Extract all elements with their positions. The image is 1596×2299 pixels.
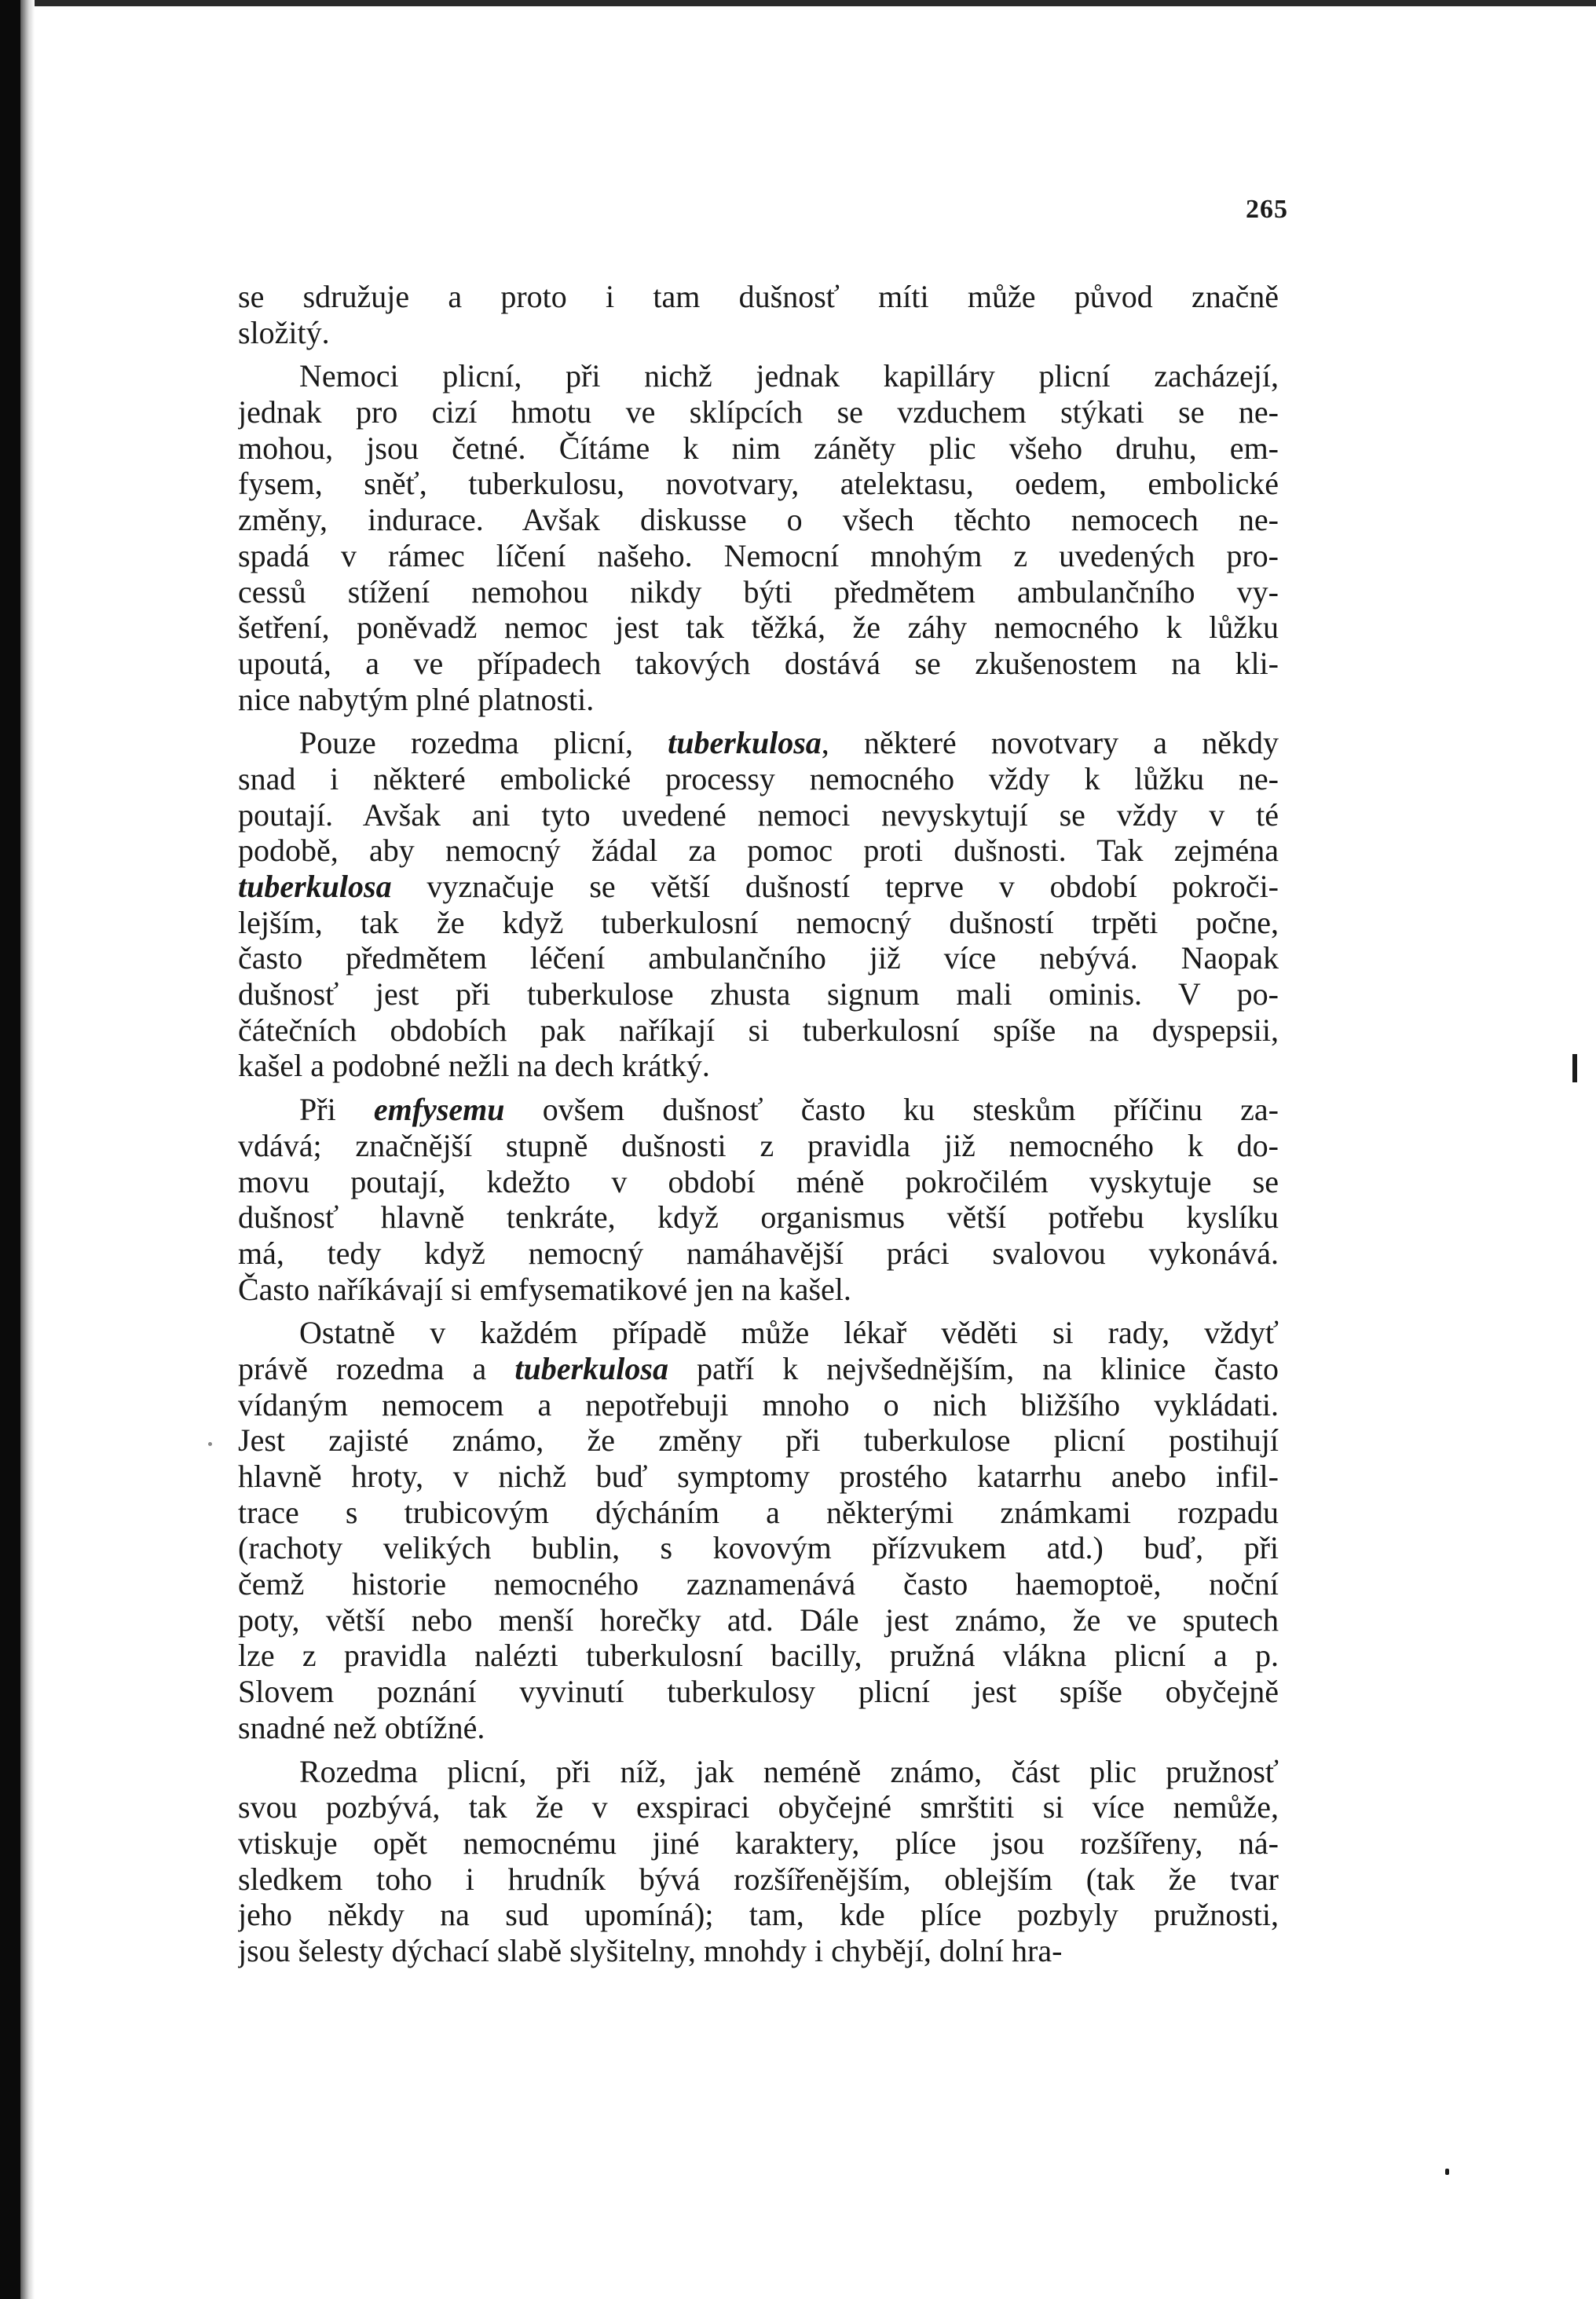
margin-mark xyxy=(1572,1054,1577,1082)
page-number: 265 xyxy=(1246,195,1288,224)
scan-edge-left xyxy=(0,0,20,2299)
text-line: spadá v rámec líčení našeho. Nemocní mnohým z uvedených pro- xyxy=(238,537,1279,573)
text-line: cessů stížení nemohou nikdy býti předmětem ambulančního vy- xyxy=(238,573,1279,610)
text-line: se sdružuje a proto i tam dušnosť míti může původ značně xyxy=(238,279,1279,314)
text-line: jeho někdy na sud upomíná); tam, kde plíce pozbyly pružnosti, xyxy=(238,1897,1279,1933)
text-line: Rozedma plicní, při níž, jak neméně známo, část plic pružnosť xyxy=(299,1753,1279,1789)
paragraph xyxy=(238,358,1279,717)
paragraph-gap xyxy=(238,717,1279,725)
text-line: často předmětem léčení ambulančního již více nebývá. Naopak xyxy=(238,940,1279,976)
text-line: Jest zajisté známo, že změny při tuberkulose plicní postihují xyxy=(238,1422,1279,1459)
text-line: kašel a podobné nežli na dech krátký. xyxy=(238,1048,710,1084)
text-line: Pouze rozedma plicní, tuberkulosa, některé novotvary a někdy xyxy=(299,725,1279,761)
paragraph xyxy=(238,279,1279,350)
text-line: složitý. xyxy=(238,314,330,350)
italic-term: tuberkulosa xyxy=(668,725,822,761)
text-line: poutají. Avšak ani tyto uvedené nemoci nevyskytují se vždy v té xyxy=(238,796,1279,833)
text-line: vídaným nemocem a nepotřebuji mnoho o nich bližšího vykládati. xyxy=(238,1386,1279,1422)
paragraph xyxy=(238,1754,1279,1969)
italic-term: tuberkulosa xyxy=(514,1350,668,1386)
paragraph xyxy=(238,725,1279,1084)
body-text xyxy=(238,279,1279,1969)
text-line: jsou šelesty dýchací slabě slyšitelny, mnohdy i chybějí, dolní hra- xyxy=(238,1932,1063,1968)
scan-edge-top xyxy=(0,0,1596,6)
text-line: trace s trubicovým dýcháním a některými známkami rozpadu xyxy=(238,1494,1279,1530)
text-line: lze z pravidla nalézti tuberkulosní bacilly, pružná vlákna plicní a p. xyxy=(238,1638,1279,1674)
text-line: tuberkulosa vyznačuje se větší dušností teprve v období pokroči- xyxy=(238,869,1279,904)
text-line: (rachoty velikých bublin, s kovovým přízvukem atd.) buď, při xyxy=(238,1530,1279,1566)
text-line: sledkem toho i hrudník bývá rozšířenějším, oblejším (tak že tvar xyxy=(238,1861,1279,1897)
text-line: šetření, poněvadž nemoc jest tak těžká, že záhy nemocného k lůžku xyxy=(238,610,1279,646)
paragraph xyxy=(238,1315,1279,1745)
text-line: movu poutají, kdežto v období méně pokročilém vyskytuje se xyxy=(238,1163,1279,1199)
paragraph-gap xyxy=(238,350,1279,358)
margin-dot xyxy=(208,1442,212,1446)
paragraph xyxy=(238,1092,1279,1307)
text-line: Slovem poznání vyvinutí tuberkulosy plicní jest spíše obyčejně xyxy=(238,1674,1279,1710)
text-line: svou pozbývá, tak že v exspiraci obyčejné smrštiti si více nemůže, xyxy=(238,1789,1279,1825)
text-line: snad i některé embolické processy nemocného vždy k lůžku ne- xyxy=(238,760,1279,796)
text-line: Často naříkávají si emfysematikové jen na kašel. xyxy=(238,1271,851,1307)
text-line: Při emfysemu ovšem dušnosť často ku steskům příčinu za- xyxy=(299,1092,1279,1128)
text-line: má, tedy když nemocný namáhavější práci svalovou vykonává. xyxy=(238,1235,1279,1271)
text-line: dušnosť hlavně tenkráte, když organismus větší potřebu kyslíku xyxy=(238,1199,1279,1236)
text-line: dušnosť jest při tuberkulose zhusta signum mali ominis. V po- xyxy=(238,976,1279,1012)
italic-term: emfysemu xyxy=(373,1092,505,1128)
text-line: jednak pro cizí hmotu ve sklípcích se vzduchem stýkati se ne- xyxy=(238,394,1279,430)
text-line: poty, větší nebo menší horečky atd. Dále jest známo, že ve sputech xyxy=(238,1602,1279,1638)
text-line: podobě, aby nemocný žádal za pomoc proti dušnosti. Tak zejména xyxy=(238,833,1279,869)
margin-mark xyxy=(1445,2169,1449,2175)
text-line: fysem, sněť, tuberkulosu, novotvary, atelektasu, oedem, embolické xyxy=(238,466,1279,502)
text-line: upoutá, a ve případech takových dostává se zkušenostem na kli- xyxy=(238,645,1279,681)
paragraph-gap xyxy=(238,1307,1279,1315)
text-line: mohou, jsou četné. Čítáme k nim záněty plic všeho druhu, em- xyxy=(238,430,1279,466)
paragraph-gap xyxy=(238,1746,1279,1754)
text-line: Ostatně v každém případě může lékař věděti si rady, vždyť xyxy=(299,1315,1279,1351)
text-line: právě rozedma a tuberkulosa patří k nejvšednějším, na klinice často xyxy=(238,1350,1279,1386)
scan-edge-shadow xyxy=(20,0,35,2299)
text-line: lejším, tak že když tuberkulosní nemocný dušností trpěti počne, xyxy=(238,904,1279,940)
text-line: změny, indurace. Avšak diskusse o všech těchto nemocech ne- xyxy=(238,502,1279,538)
text-line: čemž historie nemocného zaznamenává často haemoptoë, noční xyxy=(238,1566,1279,1602)
text-line: Nemoci plicní, při nichž jednak kapilláry plicní zacházejí, xyxy=(299,358,1279,394)
text-line: snadné než obtížné. xyxy=(238,1709,485,1745)
italic-term: tuberkulosa xyxy=(238,869,392,904)
text-line: vdává; značnější stupně dušnosti z pravidla již nemocného k do- xyxy=(238,1127,1279,1163)
paragraph-gap xyxy=(238,1084,1279,1092)
text-line: čátečních obdobích pak naříkají si tuberkulosní spíše na dyspepsii, xyxy=(238,1012,1279,1048)
text-line: vtiskuje opět nemocnému jiné karaktery, plíce jsou rozšířeny, ná- xyxy=(238,1825,1279,1861)
text-line: nice nabytým plné platnosti. xyxy=(238,681,595,717)
text-line: hlavně hroty, v nichž buď symptomy prostého katarrhu anebo infil- xyxy=(238,1459,1279,1494)
